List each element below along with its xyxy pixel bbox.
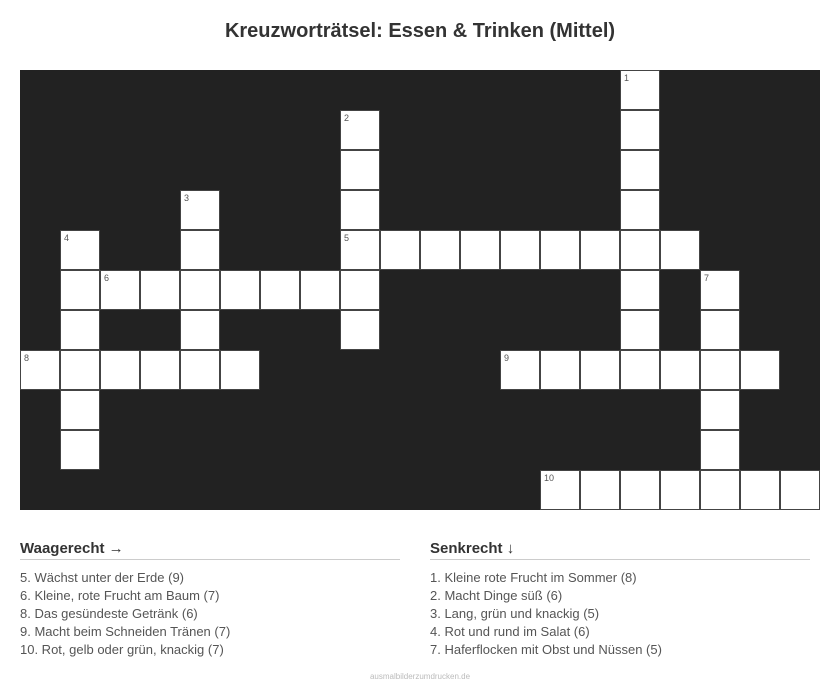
grid-cell[interactable] (140, 350, 180, 390)
grid-cell[interactable] (700, 270, 740, 310)
down-clue-list (430, 569, 810, 659)
grid-cell[interactable] (60, 310, 100, 350)
clue-number: 6 (104, 273, 110, 283)
clue-item: 6. Kleine, rote Frucht am Baum (7) (20, 588, 220, 603)
clue-number: 4 (64, 233, 70, 243)
grid-cell[interactable] (700, 470, 740, 510)
grid-cell[interactable] (620, 270, 660, 310)
grid-cell[interactable] (620, 310, 660, 350)
grid-cell[interactable] (180, 230, 220, 270)
grid-cell[interactable] (340, 110, 380, 150)
clue-item: 2. Macht Dinge süß (6) (430, 588, 563, 603)
grid-cell[interactable] (540, 470, 580, 510)
footer-watermark: ausmalbilderzumdrucken.de (369, 672, 471, 681)
grid-cell[interactable] (740, 350, 780, 390)
grid-cell[interactable] (620, 230, 660, 270)
grid-cell[interactable] (100, 350, 140, 390)
grid-cell[interactable] (180, 270, 220, 310)
page-title: Kreuzworträtsel: Essen & Trinken (Mittel) (224, 20, 616, 42)
grid-cell[interactable] (180, 190, 220, 230)
clue-item: 7. Haferflocken mit Obst und Nüssen (5) (430, 642, 662, 657)
arrow-down-icon: ↓ (506, 540, 515, 557)
grid-cell[interactable] (700, 430, 740, 470)
grid-cell[interactable] (500, 350, 540, 390)
clue-item: 5. Wächst unter der Erde (9) (20, 570, 185, 585)
clue-number: 7 (704, 273, 710, 283)
clue-item: 3. Lang, grün und knackig (5) (430, 606, 600, 621)
grid-cell[interactable] (540, 230, 580, 270)
crossword-grid (20, 70, 820, 510)
grid-cell[interactable] (340, 230, 380, 270)
grid-cell[interactable] (780, 470, 820, 510)
grid-cell[interactable] (340, 150, 380, 190)
grid-cell[interactable] (300, 270, 340, 310)
grid-cell[interactable] (60, 350, 100, 390)
grid-cell[interactable] (60, 270, 100, 310)
clue-item: 9. Macht beim Schneiden Tränen (7) (20, 624, 231, 639)
clue-item: 4. Rot und rund im Salat (6) (430, 624, 590, 639)
clue-number: 8 (24, 353, 30, 363)
grid-cell[interactable] (340, 190, 380, 230)
grid-cell[interactable] (380, 230, 420, 270)
grid-cell[interactable] (180, 310, 220, 350)
grid-cell[interactable] (60, 230, 100, 270)
down-heading (430, 540, 810, 560)
grid-cell[interactable] (700, 350, 740, 390)
clue-number: 5 (344, 233, 350, 243)
grid-cell[interactable] (620, 470, 660, 510)
grid-cell[interactable] (60, 390, 100, 430)
grid-cell[interactable] (420, 230, 460, 270)
grid-cell[interactable] (60, 430, 100, 470)
grid-cell[interactable] (340, 270, 380, 310)
grid-cell[interactable] (740, 470, 780, 510)
clue-item: 8. Das gesündeste Getränk (6) (20, 606, 198, 621)
grid-cell[interactable] (620, 150, 660, 190)
grid-cell[interactable] (620, 70, 660, 110)
grid-cell[interactable] (620, 350, 660, 390)
grid-cell[interactable] (460, 230, 500, 270)
down-heading-label: Senkrecht (430, 540, 503, 557)
grid-cell[interactable] (500, 230, 540, 270)
clue-number: 1 (624, 73, 630, 83)
grid-cell[interactable] (700, 310, 740, 350)
grid-cell[interactable] (700, 390, 740, 430)
grid-cell[interactable] (340, 310, 380, 350)
clue-number: 2 (344, 113, 350, 123)
clue-number: 10 (544, 473, 555, 483)
grid-cell[interactable] (620, 190, 660, 230)
grid-cell[interactable] (220, 350, 260, 390)
grid-cell[interactable] (660, 470, 700, 510)
grid-cell[interactable] (20, 350, 60, 390)
clue-item: 1. Kleine rote Frucht im Sommer (8) (430, 570, 637, 585)
grid-cell[interactable] (580, 350, 620, 390)
across-clues-panel (20, 540, 400, 659)
grid-cell[interactable] (620, 110, 660, 150)
grid-cell[interactable] (100, 270, 140, 310)
grid-cell[interactable] (580, 470, 620, 510)
across-heading-label: Waagerecht (20, 540, 105, 557)
grid-cell[interactable] (180, 350, 220, 390)
grid-cell[interactable] (540, 350, 580, 390)
across-clue-list (20, 569, 400, 659)
grid-cell[interactable] (260, 270, 300, 310)
arrow-right-icon: → (108, 540, 124, 557)
grid-cell[interactable] (660, 350, 700, 390)
across-heading (20, 540, 400, 560)
clue-item: 10. Rot, gelb oder grün, knackig (7) (20, 642, 224, 657)
clue-number: 3 (184, 193, 190, 203)
clue-number: 9 (504, 353, 510, 363)
grid-cell[interactable] (660, 230, 700, 270)
down-clues-panel (430, 540, 810, 659)
grid-cell[interactable] (580, 230, 620, 270)
grid-cell[interactable] (140, 270, 180, 310)
grid-cell[interactable] (220, 270, 260, 310)
